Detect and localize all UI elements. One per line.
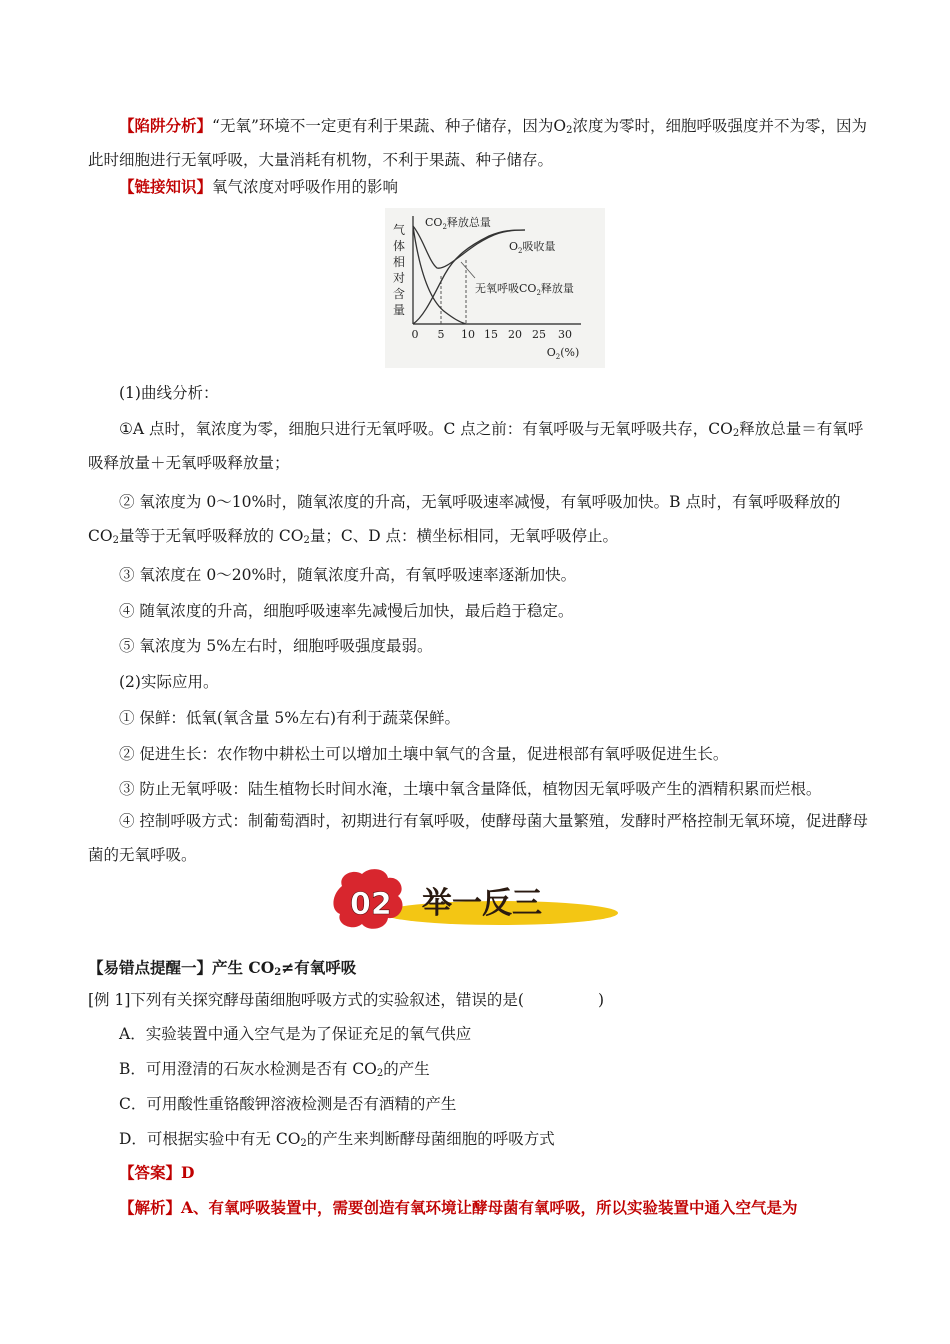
anaerobic-label: 无氧呼吸$CO_2$释放量 (475, 282, 574, 297)
application-4: ④ 控制呼吸方式：制葡萄酒时，初期进行有氧呼吸，使酵母菌大量繁殖，发酵时严格控制无氧环境，促进酵母菌的无氧呼吸。 (88, 812, 868, 864)
y-label-char-3: 对 (393, 271, 406, 285)
y-label-char-0: 气 (393, 223, 406, 237)
link-knowledge-text: 氧气浓度对呼吸作用的影响 (212, 178, 399, 196)
curve-point-2-a: ② 氧浓度为 0～10%时，随氧浓度的升高，无氧呼吸速率减慢，有氧呼吸加快。B 点时，有氧呼吸释放的 CO (88, 493, 841, 545)
answer-value: D (181, 1163, 195, 1182)
section-curve-analysis: (1)曲线分析： (119, 384, 219, 402)
analysis-text: A、有氧呼吸装置中，需要创造有氧环境让酵母菌有氧呼吸，所以实验装置中通入空气是为 (181, 1198, 798, 1217)
x-tick-20: 20 (508, 328, 522, 341)
y-label-char-5: 量 (393, 303, 406, 317)
curve-point-1-a: ①A 点时，氧浓度为零，细胞只进行无氧呼吸。C 点之前：有氧呼吸与无氧呼吸共存，CO (119, 420, 733, 438)
curve-point-1-sub: 2 (732, 428, 740, 439)
application-2: ② 促进生长：农作物中耕松土可以增加土壤中氧气的含量，促进根部有氧呼吸促进生长。 (119, 745, 729, 763)
answer-line (88, 1156, 870, 1190)
option-d-a: D．可根据实验中有无 CO (119, 1130, 301, 1148)
option-d-sub: 2 (300, 1138, 307, 1149)
x-tick-0: 0 (411, 328, 419, 341)
curve-point-3: ③ 氧浓度在 0～20%时，随氧浓度升高，有氧呼吸速率逐渐加快。 (119, 566, 577, 584)
option-b-sub: 2 (376, 1068, 384, 1079)
analysis-label: 【解析】 (119, 1198, 182, 1217)
curve-point-5: ⑤ 氧浓度为 5%左右时，细胞呼吸强度最弱。 (119, 637, 433, 655)
x-tick-25: 25 (532, 328, 546, 341)
x-tick-30: 30 (558, 328, 572, 341)
anaerobic-curve (413, 226, 466, 324)
trap-o2-sub: 2 (566, 125, 573, 136)
y-label-char-1: 体 (393, 239, 406, 253)
curve-point-1 (88, 412, 870, 480)
option-c: C．可用酸性重铬酸钾溶液检测是否有酒精的产生 (119, 1095, 457, 1113)
x-tick-15: 15 (484, 328, 498, 341)
x-tick-5: 5 (437, 328, 445, 341)
tip-heading (88, 951, 870, 985)
y-label-char-2: 相 (393, 255, 406, 269)
curve-point-2 (88, 485, 870, 553)
curve-point-2-sub2: 2 (303, 535, 310, 546)
option-d-b: 的产生来判断酵母菌细胞的呼吸方式 (306, 1130, 555, 1148)
option-b (88, 1052, 870, 1086)
curve-point-1-b: 释放总量＝有氧呼吸释放量＋无氧呼吸释放量； (88, 420, 864, 472)
application-1: ① 保鲜：低氧(氧含量 5%左右)有利于蔬菜保鲜。 (119, 709, 461, 727)
tip-heading-sub: 2 (274, 967, 282, 978)
answer-label: 【答案】 (119, 1163, 182, 1182)
trap-text-2: 浓度为零时，细胞呼吸强度并不为零，因为此时细胞进行无氧呼吸，大量消耗有机物，不利于果蔬、种子储存。 (88, 117, 867, 169)
curve-point-4: ④ 随氧浓度的升高，细胞呼吸速率先减慢后加快，最后趋于稳定。 (119, 602, 574, 620)
link-knowledge-paragraph (88, 170, 870, 204)
banner-svg (330, 866, 620, 936)
analysis-line (88, 1191, 870, 1225)
trap-o2: O (553, 117, 567, 135)
y-label-char-4: 含 (393, 287, 406, 301)
trap-text-1: “无氧”环境不一定更有利于果蔬、种子储存，因为 (212, 117, 554, 135)
figure-svg (385, 208, 605, 368)
banner-number: 02 (350, 887, 392, 922)
option-b-a: B．可用澄清的石灰水检测是否有 CO (119, 1060, 377, 1078)
x-axis-label: $O_2(\%)$ (546, 346, 580, 361)
tip-heading-a: 【易错点提醒一】产生 CO (88, 958, 275, 977)
x-tick-10: 10 (461, 328, 475, 341)
o2-absorb-label: $O_2$吸收量 (509, 240, 556, 255)
example-question-text: [例 1]下列有关探究酵母菌细胞呼吸方式的实验叙述，错误的是( (88, 991, 524, 1009)
oxygen-respiration-figure (385, 208, 605, 368)
application-3: ③ 防止无氧呼吸：陆生植物长时间水淹，土壤中氧含量降低，植物因无氧呼吸产生的酒精积累而烂根。 (119, 780, 822, 798)
option-a: A．实验装置中通入空气是为了保证充足的氧气供应 (119, 1025, 472, 1043)
section-application: (2)实际应用。 (119, 673, 219, 691)
anaerobic-pointer (461, 262, 475, 278)
example-question-close: ) (597, 991, 604, 1009)
curve-point-2-c: 量；C、D 点：横坐标相同，无氧呼吸停止。 (309, 527, 619, 545)
curve-point-2-sub1: 2 (112, 535, 119, 546)
trap-analysis-paragraph (88, 109, 870, 177)
tip-heading-b: ≠有氧呼吸 (281, 958, 357, 977)
trap-analysis-label: 【陷阱分析】 (119, 116, 213, 135)
option-b-b: 的产生 (383, 1060, 430, 1078)
option-d (88, 1122, 870, 1156)
banner-title: 举一反三 (422, 886, 542, 921)
example-question (88, 983, 870, 1017)
link-knowledge-label: 【链接知识】 (119, 177, 213, 196)
co2-total-label: $CO_2$释放总量 (425, 216, 491, 231)
section-banner (330, 866, 620, 936)
curve-point-2-b: 量等于无氧呼吸释放的 CO (118, 527, 304, 545)
